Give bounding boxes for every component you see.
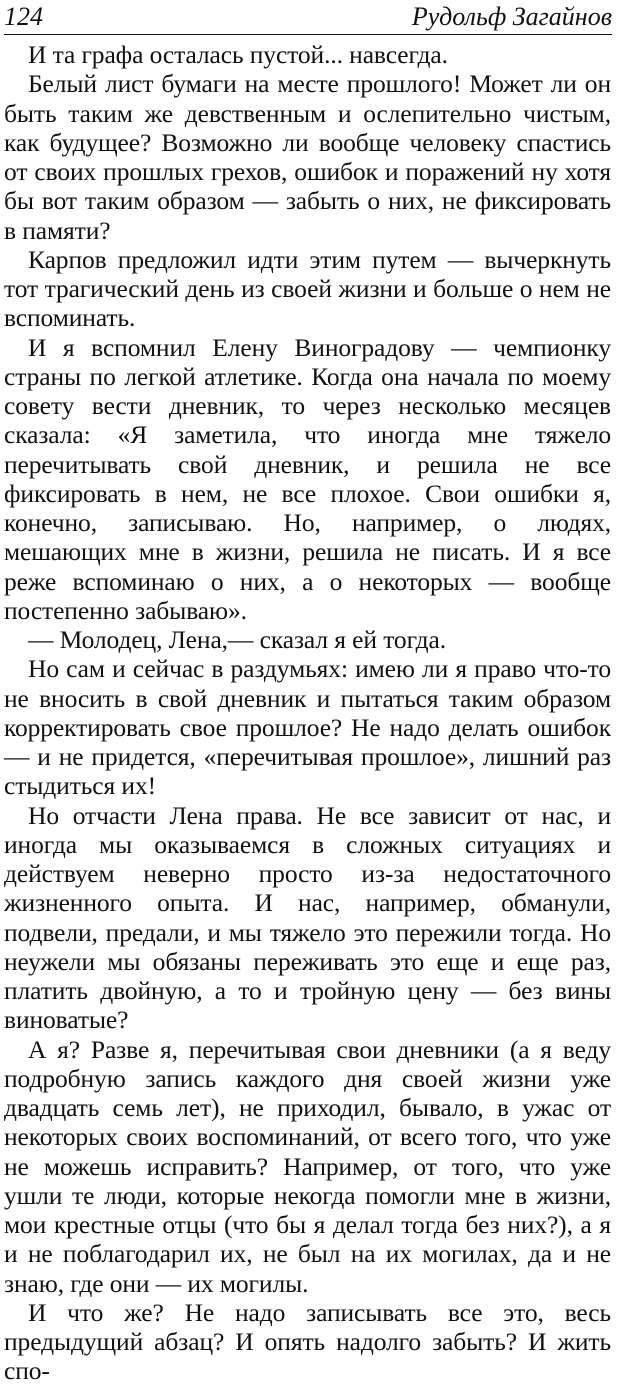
running-title: Рудольф Загайнов xyxy=(411,2,612,31)
paragraph: И что же? Не надо записывать все это, весь предыдущий абзац? И опять надолго забыть? И жить спо- xyxy=(4,1297,611,1386)
paragraph: Карпов предложил идти этим путем — вычеркнуть тот трагический день из своей жизни и больше о нем не вспоминать. xyxy=(4,244,611,333)
page-number: 124 xyxy=(4,2,43,31)
paragraph: И я вспомнил Елену Виноградову — чемпионку страны по легкой атлетике. Когда она начала по моему совету вести дневник, то через несколько месяцев сказала: «Я заметила, что иногда мне тяжело перечитывать свой дневник, и решила не все фиксировать в нем, не все плохое. Свои ошибки я, конечно, записываю. Но, например, о людях, мешающих мне в жизни, решила не писать. И я все реже вспоминаю о них, а о некоторых — вообще постепенно забываю». xyxy=(4,332,611,625)
paragraph: Но отчасти Лена права. Не все зависит от нас, и иногда мы оказываемся в сложных ситуациях и действуем неверно просто из-за недостаточного жизненного опыта. И нас, например, обманули, подвели, предали, и мы тяжело это пережили тогда. Но неужели мы обязаны переживать это еще и еще раз, платить двойную, а то и тройную цену — без вины виноватые? xyxy=(4,800,611,1035)
running-header xyxy=(4,0,612,35)
paragraph: — Молодец, Лена,— сказал я ей тогда. xyxy=(28,625,447,654)
paragraph: А я? Разве я, перечитывая свои дневники (а я веду подробную запись каждого дня своей жизни уже двадцать семь лет), не приходил, бывало, в ужас от некоторых своих воспоминаний, от всего того, что уже не можешь исправить? Например, от того, что уже ушли те люди, которые некогда помогли мне в жизни, мои крестные отцы (что бы я делал тогда без них?), а я и не поблагодарил их, не был на их могилах, да и не знаю, где они — их могилы. xyxy=(4,1034,611,1298)
paragraph: И та графа осталась пустой... навсегда. xyxy=(28,40,448,69)
paragraph: Белый лист бумаги на месте прошлого! Может ли он быть таким же девственным и ослепительно чистым, как будущее? Возможно ли вообще человеку спастись от своих прошлых грехов, ошибок и поражений ну хотя бы вот таким образом — забыть о них, не фиксировать в памяти? xyxy=(4,69,611,245)
paragraph: Но сам и сейчас в раздумьях: имею ли я право что-то не вносить в свой дневник и пытаться таким образом корректировать свое прошлое? Не надо делать ошибок — и не придется, «перечитывая прошлое», лишний раз стыдиться их! xyxy=(4,654,611,801)
body-text xyxy=(4,40,611,1386)
